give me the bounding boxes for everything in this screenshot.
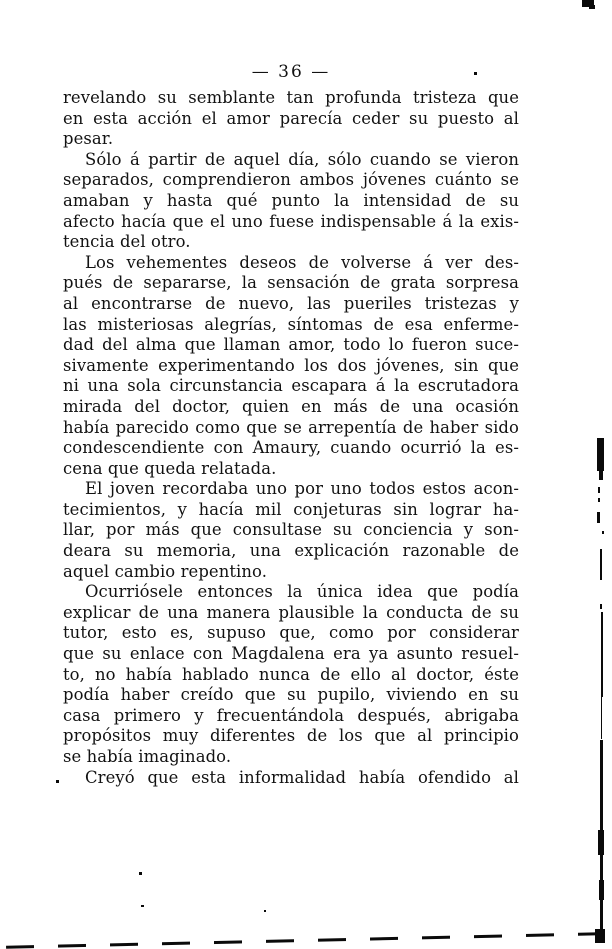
text-line: pués de separarse, la sensación de grata sorpresa (63, 273, 519, 293)
text-line: amaban y hasta qué punto la intensidad de su (63, 190, 519, 210)
paragraph (63, 582, 519, 767)
scan-speck (141, 905, 144, 907)
text-line: llar, por más que consultase su conciencia y son- (63, 520, 519, 540)
text-line: dad del alma que llaman amor, todo lo fueron suce- (63, 335, 519, 355)
text-line: tecimientos, y hacía mil conjeturas sin lograr ha- (63, 499, 519, 519)
page-text (63, 88, 519, 788)
text-line: propósitos muy diferentes de los que al principio (63, 726, 519, 746)
page-number: — 36 — (251, 62, 331, 82)
scan-speck (264, 910, 266, 912)
text-line: que su enlace con Magdalena era ya asunto resuel- (63, 644, 519, 664)
text-line: tutor, esto es, supuso que, como por considerar (63, 623, 519, 643)
text-line: afecto hacía que el uno fuese indispensable á la exis- (63, 211, 519, 231)
text-line: El joven recordaba uno por uno todos estos acon- (85, 479, 519, 499)
text-line: ni una sola circunstancia escapara á la escrutadora (63, 376, 519, 396)
text-line: Ocurriósele entonces la única idea que podía (85, 582, 519, 602)
scan-artifact-right-bar (597, 438, 604, 471)
scan-artifact-bottom-edge-dashes (6, 932, 600, 948)
scan-artifact-right-bulge2 (599, 880, 604, 900)
text-line: en esta acción el amor parecía ceder su puesto al (63, 108, 519, 128)
text-line: pesar. (63, 129, 114, 149)
paragraph (63, 150, 519, 253)
scan-artifact-right-dot4 (600, 604, 602, 609)
scan-speck (139, 872, 142, 875)
scan-artifact-top-right-blob2 (589, 5, 595, 9)
scan-artifact-right-dash (597, 512, 600, 523)
text-line: Los vehementes deseos de volverse á ver des- (85, 252, 519, 272)
text-line: sivamente experimentando los dos jóvenes, sin que (63, 355, 519, 375)
scan-artifact-right-bar-tail (599, 470, 603, 480)
text-line: al encontrarse de nuevo, las pueriles tristezas y (63, 293, 519, 313)
text-line: condescendiente con Amaury, cuando ocurrió la es- (63, 438, 519, 458)
text-line: revelando su semblante tan profunda tristeza que (63, 88, 519, 107)
text-line: Creyó que esta informalidad había ofendido al (85, 767, 519, 787)
text-line: Sólo á partir de aquel día, sólo cuando se vieron (85, 149, 519, 169)
text-line: podía haber creído que su pupilo, viviendo en su (63, 685, 519, 705)
paragraph (63, 88, 519, 150)
scan-speck (56, 780, 59, 783)
text-line: explicar de una manera plausible la conducta de su (63, 602, 519, 622)
paragraph (63, 479, 519, 582)
text-line: se había imaginado. (63, 747, 232, 766)
text-line: las misteriosas alegrías, síntomas de esa enferme- (63, 314, 519, 334)
scan-artifact-right-dot3 (602, 531, 604, 534)
text-line: aquel cambio repentino. (63, 561, 268, 581)
scan-speck (474, 72, 477, 75)
text-line: to, no había hablado nunca de ello al doctor, éste (63, 664, 519, 684)
text-line: tencia del otro. (63, 232, 191, 252)
scan-artifact-right-line3 (601, 697, 602, 739)
scan-artifact-right-dot2 (598, 498, 600, 502)
paragraph (63, 253, 519, 480)
paragraph (63, 768, 519, 789)
scan-artifact-right-dot1 (598, 487, 600, 493)
text-line: deara su memoria, una explicación razonable de (63, 541, 519, 561)
scan-artifact-right-foot (595, 929, 605, 943)
scan-artifact-right-line2 (601, 612, 603, 697)
text-line: separados, comprendieron ambos jóvenes cuánto se (63, 170, 519, 190)
text-line: mirada del doctor, quien en más de una ocasión (63, 396, 519, 416)
text-line: cena que queda relatada. (63, 458, 277, 478)
text-line: había parecido como que se arrepentía de haber sido (63, 417, 519, 437)
scan-artifact-right-bulge1 (598, 830, 604, 855)
scan-artifact-right-line1 (600, 549, 602, 580)
text-line: casa primero y frecuentándola después, abrigaba (63, 705, 519, 725)
